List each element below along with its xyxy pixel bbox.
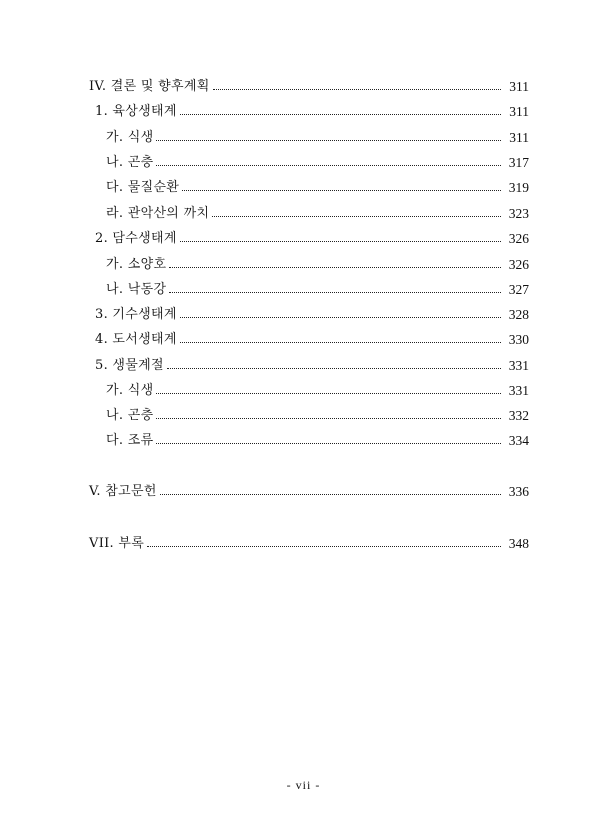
toc-label: 라. 관악산의 까치 — [106, 206, 210, 221]
toc-entry-subsection-5-na[interactable] — [0, 406, 607, 426]
toc-label: 5. 생물계절 — [95, 358, 164, 373]
toc-page-number: 334 — [508, 433, 529, 448]
toc-page-number: 331 — [508, 383, 529, 398]
toc-label: 나. 곤충 — [106, 155, 154, 170]
toc-dot-leader — [180, 240, 501, 242]
toc-dot-leader — [167, 367, 501, 369]
toc-entry-subsection-1-da[interactable] — [0, 178, 607, 198]
toc-label: IV. 결론 및 향후계획 — [89, 79, 210, 94]
toc-entry-subsection-5-da[interactable] — [0, 431, 607, 451]
toc-page-number: 327 — [508, 282, 529, 297]
toc-dot-leader — [213, 88, 501, 90]
toc-label: 나. 낙동강 — [106, 282, 167, 297]
toc-label: 다. 조류 — [106, 433, 154, 448]
toc-entry-chapter-v[interactable] — [0, 482, 607, 502]
toc-page-number: 319 — [508, 180, 529, 195]
toc-page-number: 326 — [508, 231, 529, 246]
toc-label: 4. 도서생태계 — [95, 332, 177, 347]
toc-page-number: 328 — [508, 307, 529, 322]
toc-label: 다. 물질순환 — [106, 180, 180, 195]
toc-dot-leader — [180, 341, 501, 343]
toc-entry-section-5[interactable] — [0, 356, 607, 376]
toc-page-number: 323 — [508, 206, 529, 221]
toc-dot-leader — [156, 442, 501, 444]
toc-dot-leader — [182, 189, 501, 191]
toc-page-number: 311 — [509, 104, 529, 119]
toc-entry-subsection-5-ga[interactable] — [0, 381, 607, 401]
toc-dot-leader — [156, 164, 501, 166]
toc-label: 가. 식생 — [106, 383, 154, 398]
toc-dot-leader — [180, 316, 501, 318]
toc-dot-leader — [169, 266, 501, 268]
toc-label: VII. 부록 — [89, 536, 145, 551]
toc-page-number: 331 — [508, 358, 529, 373]
toc-label: 가. 소양호 — [106, 257, 167, 272]
toc-entry-subsection-1-ga[interactable] — [0, 128, 607, 148]
toc-dot-leader — [212, 215, 501, 217]
toc-dot-leader — [160, 493, 501, 495]
toc-label: 1. 육상생태계 — [95, 104, 177, 119]
toc-page-number: 317 — [508, 155, 529, 170]
toc-page-number: 330 — [508, 332, 529, 347]
toc-page-number: 336 — [508, 484, 529, 499]
toc-entry-chapter-vii[interactable] — [0, 534, 607, 554]
toc-dot-leader — [180, 113, 501, 115]
toc-entry-section-1[interactable] — [0, 102, 607, 122]
toc-page-number: 311 — [509, 79, 529, 94]
toc-label: 나. 곤충 — [106, 408, 154, 423]
toc-label: 2. 담수생태계 — [95, 231, 177, 246]
toc-entry-section-4[interactable] — [0, 330, 607, 350]
toc-page-number: 326 — [508, 257, 529, 272]
toc-page-number: 332 — [508, 408, 529, 423]
toc-entry-subsection-1-ra[interactable] — [0, 204, 607, 224]
toc-dot-leader — [156, 417, 501, 419]
toc-page-number: 311 — [509, 130, 529, 145]
toc-label: V. 참고문헌 — [89, 484, 157, 499]
toc-dot-leader — [156, 392, 501, 394]
toc-page-number: 348 — [508, 536, 529, 551]
toc-entry-section-3[interactable] — [0, 305, 607, 325]
toc-entry-chapter-iv[interactable] — [0, 77, 607, 97]
toc-dot-leader — [147, 545, 501, 547]
toc-entry-subsection-2-ga[interactable] — [0, 255, 607, 275]
toc-label: 3. 기수생태계 — [95, 307, 177, 322]
page-footer-number: - vii - — [286, 778, 321, 792]
toc-dot-leader — [169, 291, 501, 293]
toc-label: 가. 식생 — [106, 130, 154, 145]
toc-entry-subsection-2-na[interactable] — [0, 280, 607, 300]
toc-entry-subsection-1-na[interactable] — [0, 153, 607, 173]
toc-entry-section-2[interactable] — [0, 229, 607, 249]
toc-dot-leader — [156, 139, 501, 141]
